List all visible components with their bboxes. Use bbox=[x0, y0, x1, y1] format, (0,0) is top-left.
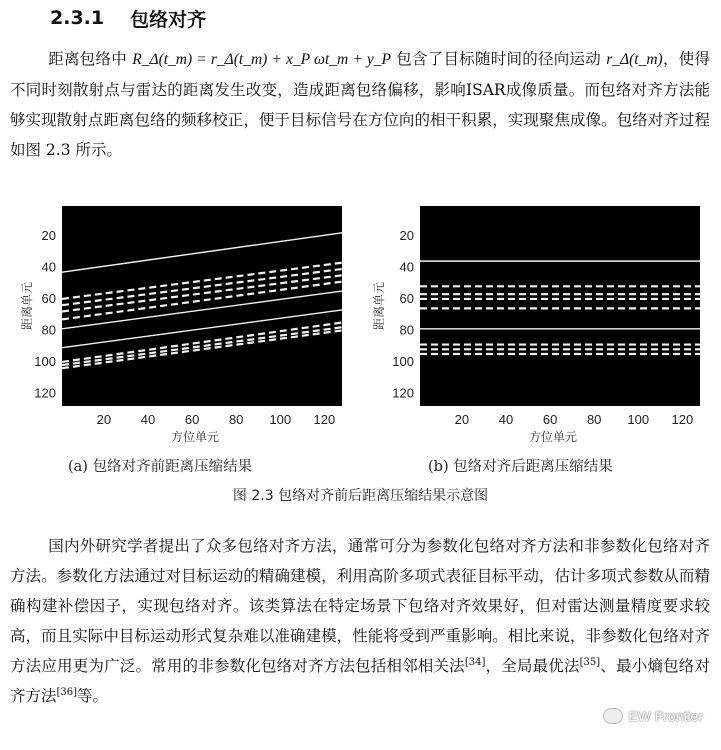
section-number: 2.3.1 bbox=[50, 7, 105, 29]
x-tick-label: 100 bbox=[627, 412, 650, 427]
formula-radial-motion: r_Δ(t_m) bbox=[606, 51, 663, 68]
section-title: 包络对齐 bbox=[130, 8, 207, 31]
y-tick-label: 100 bbox=[34, 353, 56, 369]
chart-a bbox=[15, 198, 345, 448]
figure-caption: 图 2.3 包络对齐前后距离压缩结果示意图 bbox=[232, 488, 489, 504]
x-tick-label: 40 bbox=[140, 412, 156, 427]
plot-background bbox=[420, 206, 700, 406]
figure-panel-b bbox=[367, 198, 707, 448]
formula-range-envelope: R_Δ(t_m) = r_Δ(t_m) + x_P ωt_m + y_P bbox=[132, 51, 392, 68]
x-tick-label: 20 bbox=[96, 412, 112, 427]
y-tick-label: 40 bbox=[41, 259, 56, 275]
y-tick-label: 20 bbox=[399, 227, 414, 243]
x-tick-label: 40 bbox=[498, 412, 514, 427]
chart-b-ylabel: 距离单元 bbox=[372, 281, 386, 331]
y-tick-label: 100 bbox=[392, 353, 414, 369]
chart-b-xticks bbox=[455, 412, 694, 427]
y-tick-label: 20 bbox=[41, 227, 56, 243]
chart-a-xticks bbox=[97, 412, 336, 427]
chart-a-yticks bbox=[34, 228, 56, 400]
y-tick-label: 40 bbox=[399, 259, 414, 275]
y-tick-label: 80 bbox=[41, 322, 56, 338]
citation-35: [35] bbox=[579, 656, 601, 668]
citation-36: [36] bbox=[56, 686, 78, 698]
wechat-icon bbox=[603, 708, 623, 724]
y-tick-label: 60 bbox=[41, 290, 56, 306]
watermark bbox=[603, 708, 703, 724]
para1-text-3: ，使得不同时刻散射点与雷达的距离发生改变，造成距离包络偏移，影响ISAR成像质量。而包络对齐方法能够实现散射点距离包络的频移校正，便于目标信号在方位向的相干积累，实现聚焦成像。包络对齐过程如图 2.3 所示。 bbox=[10, 50, 710, 159]
figure-panel-a bbox=[15, 198, 345, 448]
y-tick-label: 120 bbox=[392, 385, 414, 401]
x-tick-label: 60 bbox=[184, 412, 200, 427]
x-tick-label: 60 bbox=[542, 412, 558, 427]
para2-text-3: 、最小熵包络对齐方法 bbox=[10, 657, 710, 705]
chart-b-xlabel: 方位单元 bbox=[528, 430, 578, 444]
y-tick-label: 80 bbox=[399, 322, 414, 338]
paragraph-intro bbox=[10, 44, 710, 165]
x-tick-label: 120 bbox=[671, 412, 694, 427]
para2-text-4: 等。 bbox=[77, 687, 109, 705]
para1-text-2: 包含了目标随时间的径向运动 bbox=[391, 50, 607, 68]
para1-text-1: 距离包络中 bbox=[48, 50, 133, 68]
chart-b-yticks bbox=[392, 228, 414, 400]
section-heading bbox=[50, 2, 206, 34]
chart-b bbox=[367, 198, 707, 448]
chart-a-xlabel: 方位单元 bbox=[170, 430, 220, 444]
x-tick-label: 100 bbox=[269, 412, 292, 427]
subcaption-b: (b) 包络对齐后距离压缩结果 bbox=[428, 459, 613, 475]
x-tick-label: 80 bbox=[586, 412, 602, 427]
y-tick-label: 120 bbox=[34, 385, 56, 401]
plot-background bbox=[62, 206, 342, 406]
x-tick-label: 120 bbox=[313, 412, 336, 427]
citation-34: [34] bbox=[464, 656, 486, 668]
x-tick-label: 80 bbox=[228, 412, 244, 427]
y-tick-label: 60 bbox=[399, 290, 414, 306]
x-tick-label: 20 bbox=[454, 412, 470, 427]
para2-text-1: 国内外研究学者提出了众多包络对齐方法，通常可分为参数化包络对齐方法和非参数化包络对齐方法。参数化方法通过对目标运动的精确建模，利用高阶多项式表征目标平动，估计多项式参数从而精确构建补偿因子，实现包络对齐。该类算法在特定场景下包络对齐效果好，但对雷达测量精度要求较高，而且实际中目标运动形式复杂难以准确建模，性能将受到严重影响。相比来说，非参数化包络对齐方法应用更为广泛。常用的非参数化包络对齐方法包括相邻相关法 bbox=[10, 537, 710, 675]
watermark-text: EW Frontier bbox=[628, 708, 703, 724]
chart-a-ylabel: 距离单元 bbox=[20, 281, 34, 331]
subcaption-a: (a) 包络对齐前距离压缩结果 bbox=[68, 459, 253, 475]
paragraph-methods bbox=[10, 531, 710, 711]
para2-text-2: ，全局最优法 bbox=[485, 657, 580, 675]
